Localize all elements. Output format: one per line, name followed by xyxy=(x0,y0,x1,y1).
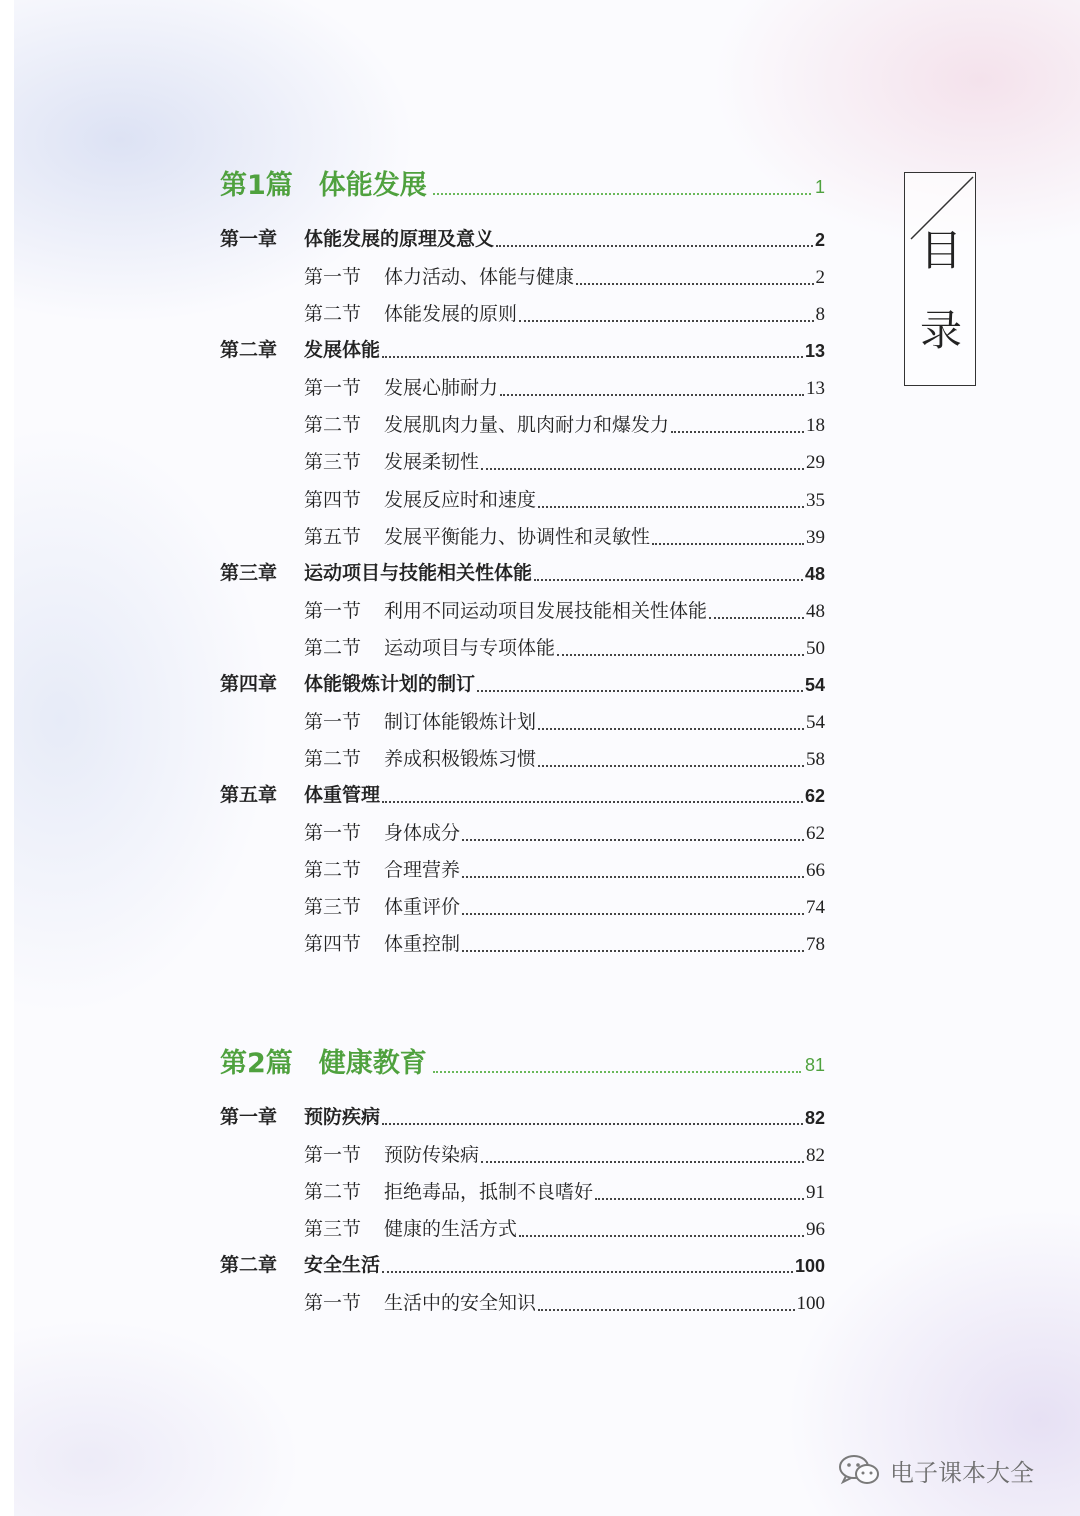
section-label: 第一节 xyxy=(304,600,362,622)
chapter-title: 安全生活 xyxy=(304,1254,381,1276)
toc-chapter[interactable] xyxy=(220,335,825,365)
dot-leader xyxy=(709,617,804,619)
dot-leader xyxy=(538,1309,794,1311)
toc-section[interactable] xyxy=(304,855,825,885)
section-title: 身体成分 xyxy=(384,822,461,844)
toc-section[interactable] xyxy=(304,892,825,922)
section-title: 养成积极锻炼习惯 xyxy=(384,748,537,770)
chapter-page: 100 xyxy=(794,1256,825,1276)
section-page: 2 xyxy=(815,267,825,288)
part-title: 体能发展 xyxy=(318,170,427,201)
toc-section[interactable] xyxy=(304,1288,825,1318)
chapter-label: 第一章 xyxy=(220,1106,278,1128)
toc-section[interactable] xyxy=(304,1214,825,1244)
toc-section[interactable] xyxy=(304,1177,825,1207)
section-label: 第一节 xyxy=(304,711,362,733)
section-page: 78 xyxy=(806,934,825,955)
section-label: 第二节 xyxy=(304,637,362,659)
section-title: 利用不同运动项目发展技能相关性体能 xyxy=(384,600,708,622)
dot-leader xyxy=(481,468,804,470)
section-label: 第二节 xyxy=(304,748,362,770)
toc-chapter[interactable] xyxy=(220,669,825,699)
section-page: 18 xyxy=(806,415,825,436)
dot-leader xyxy=(576,283,813,285)
section-title: 体能发展的原则 xyxy=(384,303,518,325)
dot-leader xyxy=(382,356,803,358)
chapter-page: 82 xyxy=(804,1108,825,1128)
section-page: 48 xyxy=(806,601,825,622)
section-title: 制订体能锻炼计划 xyxy=(384,711,537,733)
dot-leader xyxy=(433,1071,801,1073)
toc-section[interactable] xyxy=(304,818,825,848)
section-label: 第四节 xyxy=(304,933,362,955)
section-page: 35 xyxy=(806,490,825,511)
section-label: 第二节 xyxy=(304,303,362,325)
dot-leader xyxy=(462,913,804,915)
toc-section[interactable] xyxy=(304,447,825,477)
toc-chapter[interactable] xyxy=(220,558,825,588)
dot-leader xyxy=(382,1271,793,1273)
toc-chapter[interactable] xyxy=(220,780,825,810)
dot-leader xyxy=(500,394,804,396)
part-heading[interactable] xyxy=(220,162,825,202)
dot-leader xyxy=(462,839,804,841)
section-page: 66 xyxy=(806,860,825,881)
watermark-text: 电子课本大全 xyxy=(890,1458,1034,1487)
toc-section[interactable] xyxy=(304,633,825,663)
section-label: 第一节 xyxy=(304,266,362,288)
part-heading[interactable] xyxy=(220,1040,825,1080)
part-number: 第2篇 xyxy=(220,1048,293,1079)
toc-label-box xyxy=(904,172,976,386)
toc-section[interactable] xyxy=(304,262,825,292)
section-page: 39 xyxy=(806,527,825,548)
section-title: 体重评价 xyxy=(384,896,461,918)
section-label: 第二节 xyxy=(304,859,362,881)
section-page: 8 xyxy=(815,304,825,325)
section-label: 第一节 xyxy=(304,377,362,399)
chapter-label: 第五章 xyxy=(220,784,278,806)
dot-leader xyxy=(382,801,803,803)
dot-leader xyxy=(595,1198,804,1200)
section-page: 91 xyxy=(806,1182,825,1203)
dot-leader xyxy=(462,950,804,952)
section-page: 82 xyxy=(806,1145,825,1166)
section-label: 第一节 xyxy=(304,1144,362,1166)
section-title: 体力活动、体能与健康 xyxy=(384,266,575,288)
chapter-label: 第二章 xyxy=(220,339,278,361)
section-title: 拒绝毒品，抵制不良嗜好 xyxy=(384,1181,594,1203)
dot-leader xyxy=(538,765,804,767)
section-label: 第三节 xyxy=(304,451,362,473)
chapter-label: 第四章 xyxy=(220,673,278,695)
dot-leader xyxy=(462,876,804,878)
chapter-page: 54 xyxy=(804,675,825,695)
dot-leader xyxy=(652,543,804,545)
section-label: 第二节 xyxy=(304,1181,362,1203)
section-title: 发展柔韧性 xyxy=(384,451,480,473)
section-title: 合理营养 xyxy=(384,859,461,881)
dot-leader xyxy=(534,579,803,581)
section-label: 第五节 xyxy=(304,526,362,548)
toc-section[interactable] xyxy=(304,373,825,403)
section-page: 74 xyxy=(806,897,825,918)
chapter-page: 48 xyxy=(804,564,825,584)
chapter-page: 62 xyxy=(804,786,825,806)
chapter-title: 运动项目与技能相关性体能 xyxy=(304,562,533,584)
chapter-label: 第二章 xyxy=(220,1254,278,1276)
dot-leader xyxy=(671,431,804,433)
chapter-label: 第一章 xyxy=(220,228,278,250)
section-label: 第一节 xyxy=(304,822,362,844)
dot-leader xyxy=(481,1161,804,1163)
part-page: 1 xyxy=(814,177,825,197)
section-title: 健康的生活方式 xyxy=(384,1218,518,1240)
dot-leader xyxy=(496,245,813,247)
dot-leader xyxy=(382,1123,803,1125)
section-page: 62 xyxy=(806,823,825,844)
section-label: 第三节 xyxy=(304,1218,362,1240)
toc-section[interactable] xyxy=(304,299,825,329)
toc-section[interactable] xyxy=(304,1140,825,1170)
section-page: 100 xyxy=(796,1293,825,1314)
part-number: 第1篇 xyxy=(220,170,293,201)
section-page: 13 xyxy=(806,378,825,399)
toc-section[interactable] xyxy=(304,485,825,515)
section-page: 58 xyxy=(806,749,825,770)
toc-label-char: 录 xyxy=(919,306,962,355)
section-title: 运动项目与专项体能 xyxy=(384,637,556,659)
toc-label-char: 目 xyxy=(919,226,962,275)
section-label: 第二节 xyxy=(304,414,362,436)
toc-chapter[interactable] xyxy=(220,1250,825,1280)
part-page: 81 xyxy=(804,1055,825,1075)
section-title: 发展平衡能力、协调性和灵敏性 xyxy=(384,526,651,548)
page-edge xyxy=(0,0,14,1516)
watermark xyxy=(838,1452,1034,1488)
toc-chapter[interactable] xyxy=(220,224,825,254)
section-title: 发展心肺耐力 xyxy=(384,377,499,399)
toc-section[interactable] xyxy=(304,707,825,737)
section-title: 体重控制 xyxy=(384,933,461,955)
toc-section[interactable] xyxy=(304,522,825,552)
dot-leader xyxy=(557,654,804,656)
chapter-page: 2 xyxy=(814,230,825,250)
section-page: 29 xyxy=(806,452,825,473)
chapter-label: 第三章 xyxy=(220,562,278,584)
toc-chapter[interactable] xyxy=(220,1102,825,1132)
chapter-title: 体能锻炼计划的制订 xyxy=(304,673,476,695)
dot-leader xyxy=(519,320,813,322)
section-label: 第一节 xyxy=(304,1292,362,1314)
chapter-page: 13 xyxy=(804,341,825,361)
section-title: 预防传染病 xyxy=(384,1144,480,1166)
chapter-title: 预防疾病 xyxy=(304,1106,381,1128)
dot-leader xyxy=(519,1235,804,1237)
toc-section[interactable] xyxy=(304,596,825,626)
section-label: 第三节 xyxy=(304,896,362,918)
section-label: 第四节 xyxy=(304,489,362,511)
dot-leader xyxy=(538,728,804,730)
chapter-title: 体能发展的原理及意义 xyxy=(304,228,495,250)
section-page: 54 xyxy=(806,712,825,733)
chapter-title: 发展体能 xyxy=(304,339,381,361)
chapter-title: 体重管理 xyxy=(304,784,381,806)
dot-leader xyxy=(477,690,803,692)
wechat-icon xyxy=(838,1453,880,1487)
section-title: 生活中的安全知识 xyxy=(384,1292,537,1314)
dot-leader xyxy=(538,506,804,508)
section-title: 发展肌肉力量、肌肉耐力和爆发力 xyxy=(384,414,670,436)
section-title: 发展反应时和速度 xyxy=(384,489,537,511)
toc-section[interactable] xyxy=(304,744,825,774)
section-page: 96 xyxy=(806,1219,825,1240)
toc-section[interactable] xyxy=(304,929,825,959)
part-title: 健康教育 xyxy=(318,1048,427,1079)
toc-section[interactable] xyxy=(304,410,825,440)
section-page: 50 xyxy=(806,638,825,659)
dot-leader xyxy=(433,193,811,195)
